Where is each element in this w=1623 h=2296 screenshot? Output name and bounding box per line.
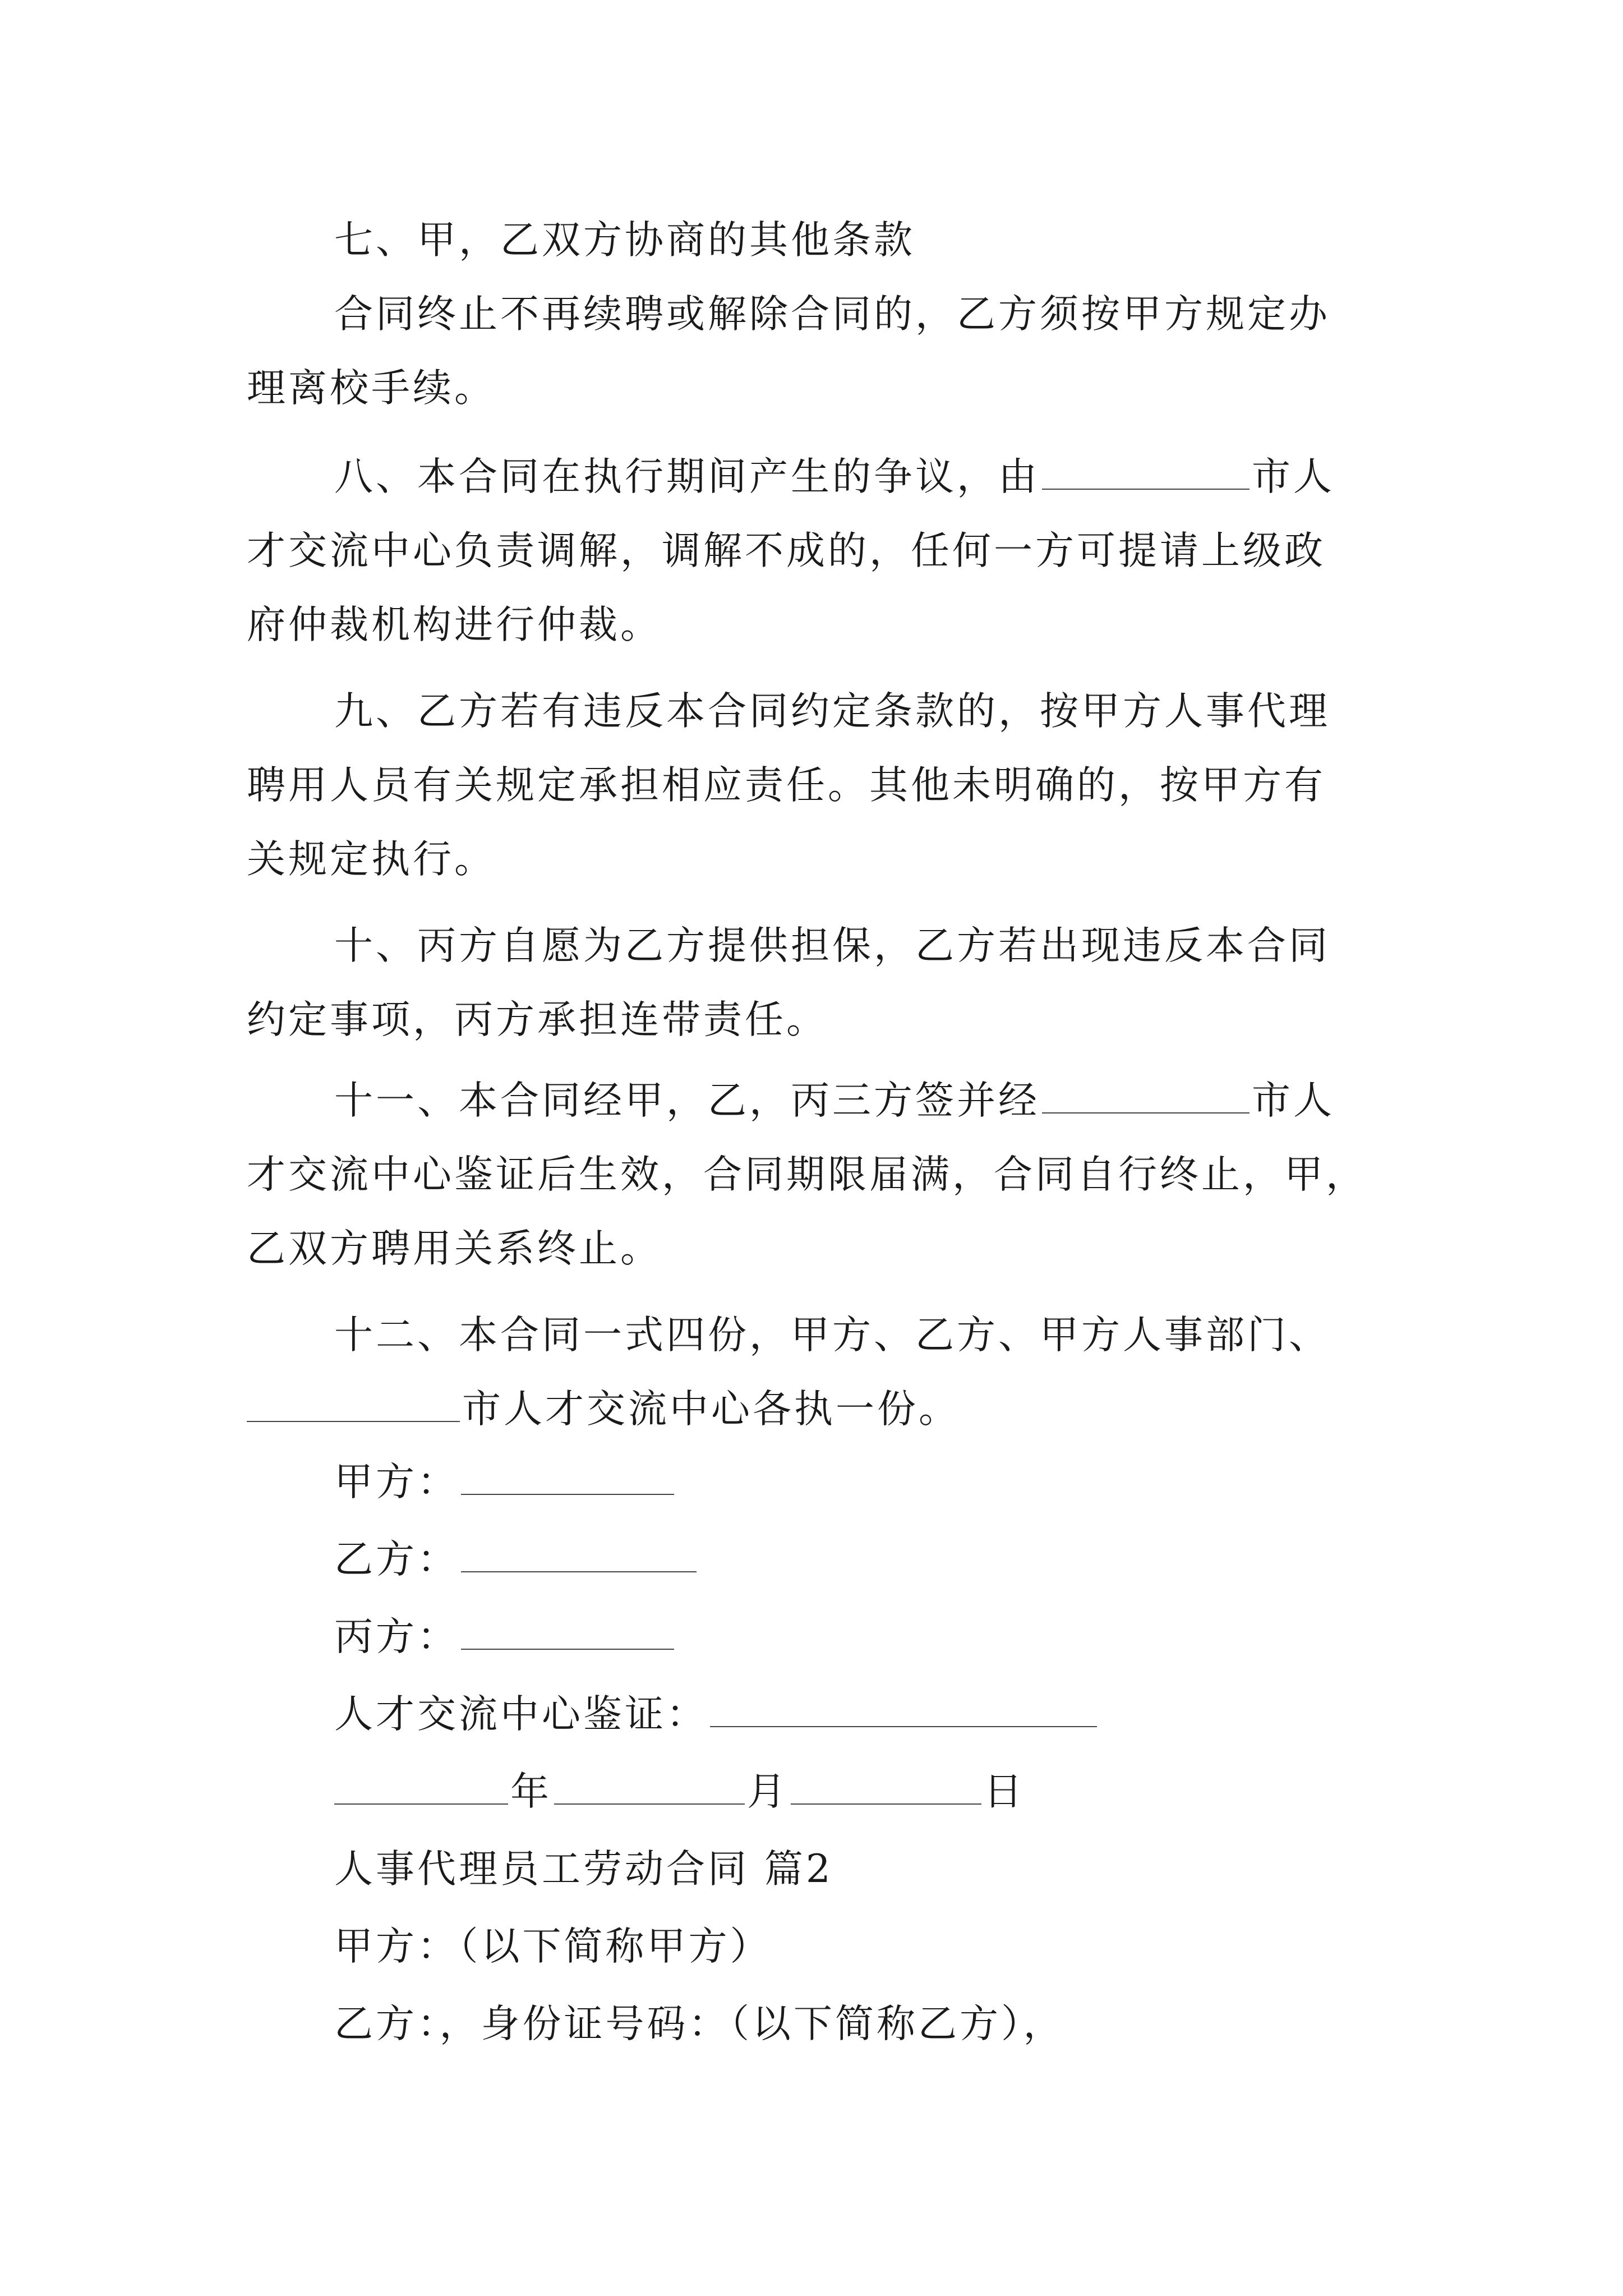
clause-9-line-1: 九、乙方若有违反本合同约定条款的，按甲方人事代理 [334,689,1330,734]
clause-7-title: 七、甲，乙双方协商的其他条款 [334,218,915,263]
signature-center: 人才交流中心鉴证： [0,1686,1623,1742]
party-a-blank [461,1457,674,1495]
clause-12-line-1: 十二、本合同一式四份，甲方、乙方、甲方人事部门、 [334,1313,1330,1358]
clause-9-line-2: 聘用人员有关规定承担相应责任。其他未明确的，按甲方有 [247,763,1326,808]
clause-7-line-1: 合同终止不再续聘或解除合同的，乙方须按甲方规定办 [334,292,1330,337]
day-blank [791,1766,981,1805]
center-blank [710,1689,1097,1727]
next-contract-title: 人事代理员工劳动合同 篇2 [334,1847,833,1892]
clause-8-line-1: 八、本合同在执行期间产生的争议，由 市人 [0,449,1623,505]
clause-12-line-2: 市人才交流中心各执一份。 [0,1381,1623,1437]
clause-9-line-3: 关规定执行。 [247,837,496,882]
signature-party-c: 丙方： [0,1609,1623,1665]
city-blank [1042,1075,1249,1114]
clause-10-line-2: 约定事项，丙方承担连带责任。 [247,997,828,1042]
month-blank [554,1766,745,1805]
year-blank [334,1766,508,1805]
party-b-blank [461,1534,697,1572]
signature-party-a: 甲方： [0,1454,1623,1510]
signature-date: 年 月 日 [0,1764,1623,1820]
city-blank [247,1384,460,1422]
party-c-blank [461,1612,674,1650]
clause-10-line-1: 十、丙方自愿为乙方提供担保，乙方若出现违反本合同 [334,923,1330,968]
city-blank [1042,452,1249,490]
clause-11-line-1: 十一、本合同经甲，乙，丙三方签并经 市人 [0,1073,1623,1129]
clause-11-line-3: 乙双方聘用关系终止。 [247,1226,662,1271]
signature-party-b: 乙方： [0,1531,1623,1588]
clause-8-line-3: 府仲裁机构进行仲裁。 [247,602,662,647]
clause-8-line-2: 才交流中心负责调解，调解不成的，任何一方可提请上级政 [247,528,1326,573]
clause-7-line-2: 理离校手续。 [247,366,496,411]
next-contract-party-a: 甲方：（以下简称甲方） [334,1924,772,1969]
next-contract-party-b: 乙方：，身份证号码：（以下简称乙方）， [334,2001,1065,2046]
clause-11-line-2: 才交流中心鉴证后生效，合同期限届满，合同自行终止，甲， [247,1152,1367,1197]
